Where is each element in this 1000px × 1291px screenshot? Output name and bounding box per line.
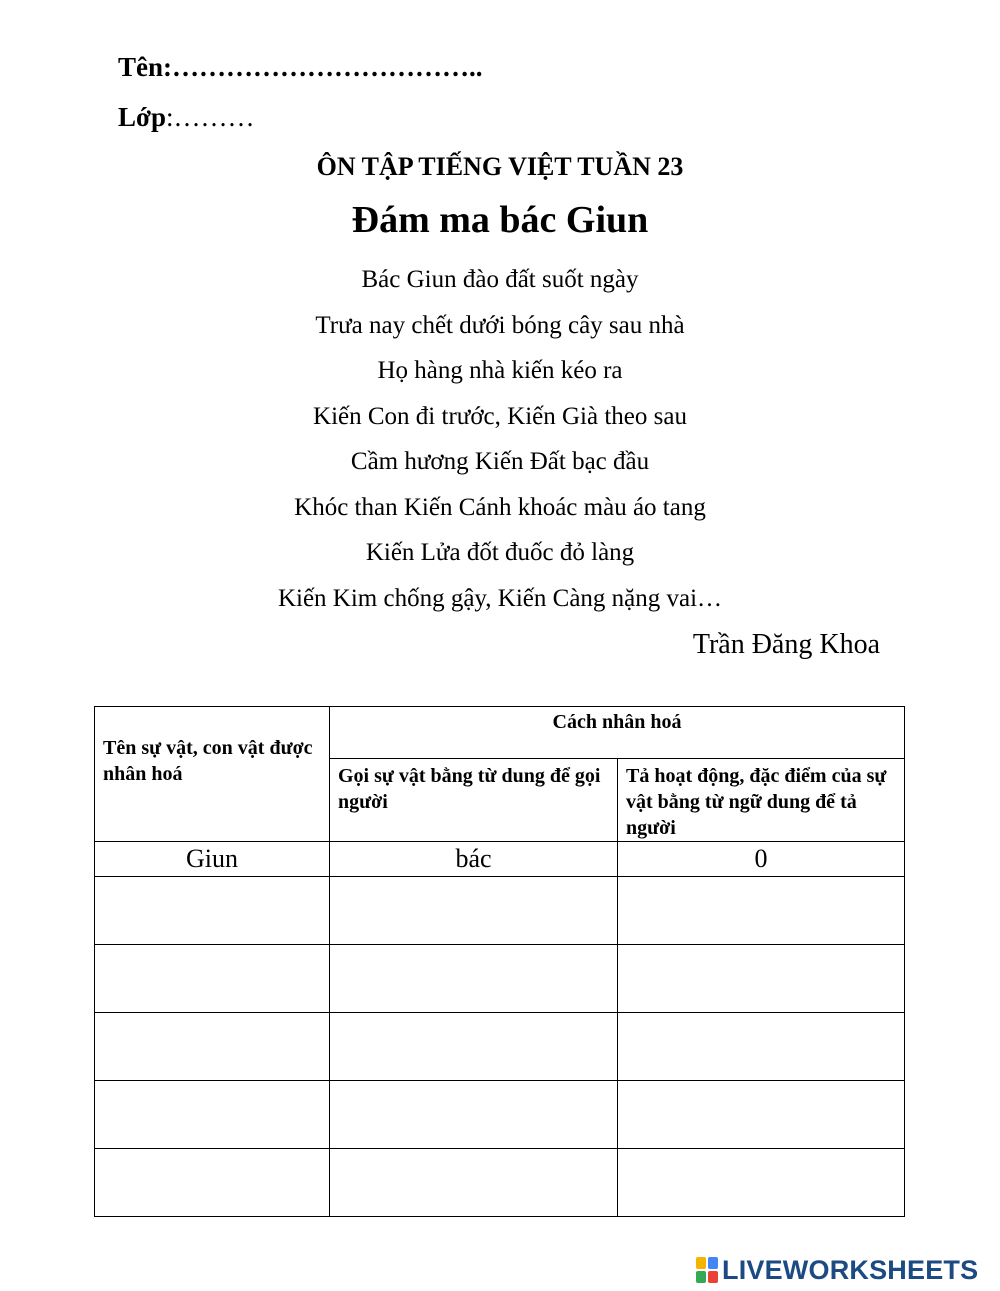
table-row (95, 842, 905, 877)
table-row (95, 1081, 905, 1149)
header-describe-as-person: Tả hoạt động, đặc điểm của sự vật bằng từ ngữ dung để tả người (618, 759, 905, 842)
answer-cell[interactable] (95, 945, 330, 1013)
answer-cell[interactable]: 0 (618, 842, 905, 877)
table-row (95, 1013, 905, 1081)
logo-block (696, 1257, 706, 1269)
logo-block (708, 1271, 718, 1283)
student-name-field: Tên:…………………………….. (118, 52, 483, 82)
poem-line: Trưa nay chết dưới bóng cây sau nhà (315, 311, 685, 339)
logo-blocks-icon (696, 1257, 718, 1283)
table-row (95, 945, 905, 1013)
answer-cell[interactable] (95, 1013, 330, 1081)
poem-line: Bác Giun đào đất suốt ngày (361, 266, 639, 293)
poem-line: Kiến Con đi trước, Kiến Già theo sau (313, 402, 687, 430)
answer-cell[interactable] (330, 877, 618, 945)
student-class-field (118, 102, 255, 133)
table-row (95, 1149, 905, 1217)
poem-line: Kiến Lửa đốt đuốc đỏ làng (365, 539, 635, 566)
answer-cell[interactable] (95, 1081, 330, 1149)
poem-line: Họ hàng nhà kiến kéo ra (377, 357, 623, 384)
poem-author: Trần Đăng Khoa (692, 629, 880, 660)
answer-cell[interactable]: Giun (95, 842, 330, 877)
logo-text: LIVEWORKSHEETS (722, 1254, 979, 1285)
table-row (95, 877, 905, 945)
poem-line: Cầm hương Kiến Đất bạc đầu (350, 448, 650, 475)
personification-table (94, 706, 905, 1217)
logo-block (708, 1257, 718, 1269)
answer-cell[interactable] (95, 1149, 330, 1217)
answer-cell[interactable] (618, 1013, 905, 1081)
class-dots: :……… (165, 102, 255, 132)
answer-cell[interactable]: bác (330, 842, 618, 877)
answer-cell[interactable] (618, 1081, 905, 1149)
poem-line: Kiến Kim chống gậy, Kiến Càng nặng vai… (277, 584, 723, 612)
header-personification-method: Cách nhân hoá (330, 707, 905, 759)
answer-cell[interactable] (95, 877, 330, 945)
answer-cell[interactable] (330, 1013, 618, 1081)
logo-block (696, 1271, 706, 1283)
poem-line: Khóc than Kiến Cánh khoác màu áo tang (294, 493, 706, 521)
answer-cell[interactable] (618, 945, 905, 1013)
header-call-as-person: Gọi sự vật bằng từ dung để gọi người (330, 759, 618, 842)
answer-cell[interactable] (618, 1149, 905, 1217)
worksheet-subtitle: ÔN TẬP TIẾNG VIỆT TUẦN 23 (316, 152, 684, 181)
answer-cell[interactable] (618, 877, 905, 945)
answer-cell[interactable] (330, 1149, 618, 1217)
header-object-name: Tên sự vật, con vật được nhân hoá (95, 707, 330, 842)
answer-cell[interactable] (330, 945, 618, 1013)
answer-cell[interactable] (330, 1081, 618, 1149)
poem-body (0, 262, 1000, 626)
liveworksheets-logo[interactable] (696, 1255, 978, 1285)
class-label: Lớp (118, 102, 166, 132)
poem-title: Đám ma bác Giun (351, 199, 649, 241)
